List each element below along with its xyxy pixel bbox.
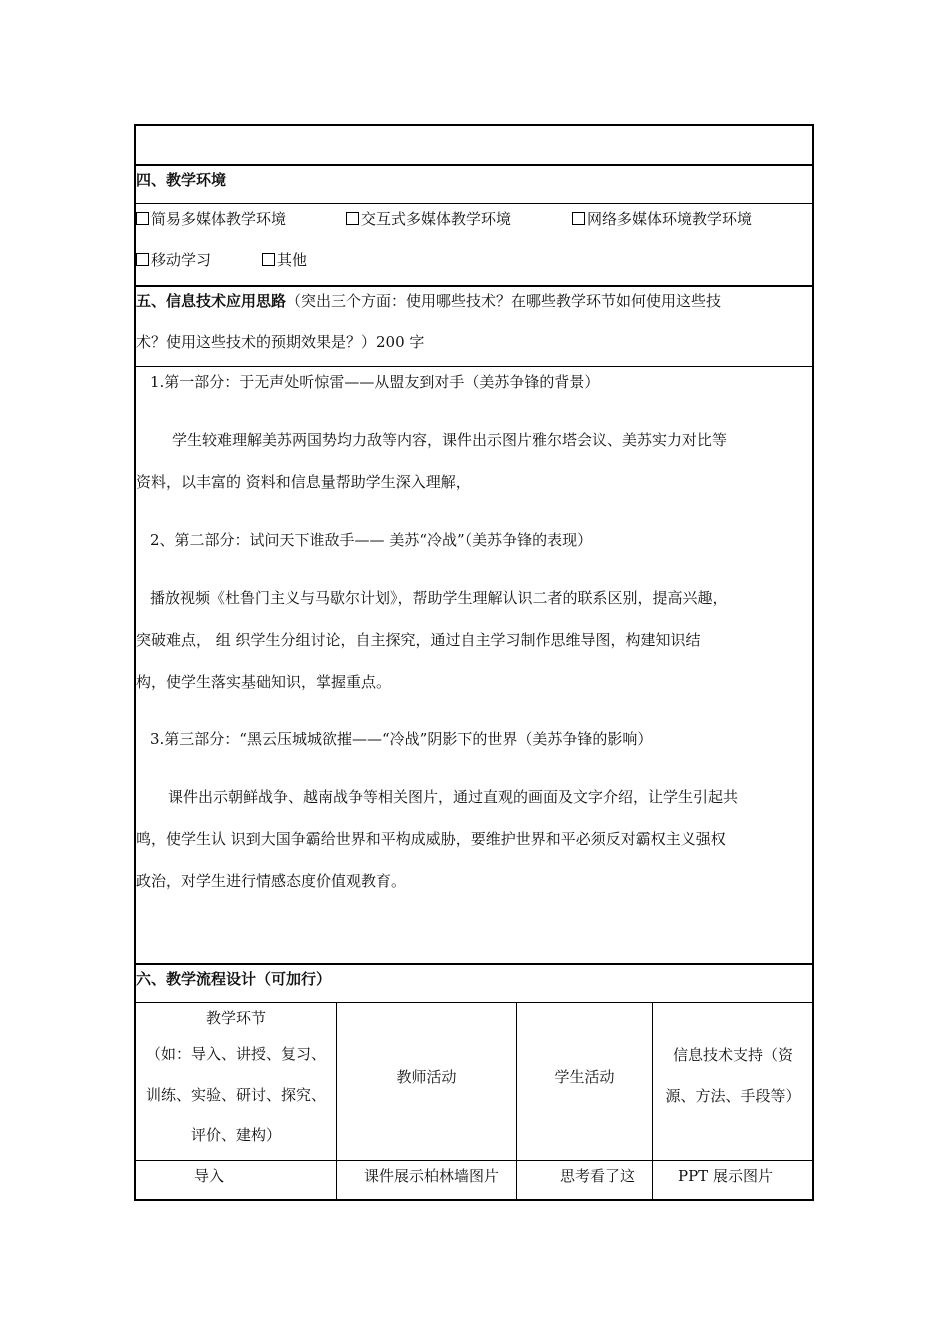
part2-text: 突破难点， 组 织学生分组讨论，自主探究，通过自主学习制作思维导图，构建知识结	[136, 631, 701, 649]
header-teacher-activity: 教师活动	[396, 1068, 457, 1086]
checkbox-icon[interactable]	[136, 212, 149, 225]
row-divider	[134, 1160, 814, 1161]
part2-heading: 2、第二部分：试问天下谁敌手—— 美苏“冷战”（美苏争锋的表现）	[150, 531, 593, 549]
part3-text: 鸣，使学生认 识到大国争霸给世界和平构成威胁，要维护世界和平必须反对霸权主义强权	[136, 830, 726, 848]
section6-title: 六、教学流程设计（可加行）	[136, 970, 332, 988]
header-teaching-stage-note: （如：导入、讲授、复习、	[145, 1045, 326, 1063]
part1-heading: 1.第一部分：于无声处听惊雷——从盟友到对手（美苏争锋的背景）	[150, 373, 600, 391]
part2-text: 播放视频《杜鲁门主义与马歇尔计划》，帮助学生理解认识二者的联系区别，提高兴趣，	[150, 589, 728, 607]
column-divider	[336, 1002, 337, 1200]
row-divider	[134, 963, 814, 965]
section5-title: 五、信息技术应用思路（突出三个方面：使用哪些技术？在哪些教学环节如何使用这些技	[136, 292, 722, 310]
header-teaching-stage-note: 评价、建构）	[190, 1126, 281, 1144]
header-it-support: 源、方法、手段等）	[665, 1087, 801, 1105]
header-teaching-stage: 教学环节	[205, 1009, 266, 1027]
part3-heading: 3.第三部分：“黑云压城城欲摧——“冷战”阴影下的世界（美苏争锋的影响）	[150, 730, 653, 748]
checkbox-icon[interactable]	[262, 253, 275, 266]
column-divider	[516, 1002, 517, 1200]
option-interactive-multimedia[interactable]: 交互式多媒体教学环境	[346, 209, 511, 229]
option-mobile-learning[interactable]: 移动学习	[136, 250, 211, 270]
table-cell: 思考看了这	[560, 1167, 636, 1185]
section5-title-line2: 术？使用这些技术的预期效果是？）200 字	[136, 333, 425, 351]
part1-text: 学生较难理解美苏两国势均力敌等内容，课件出示图片雅尔塔会议、美苏实力对比等	[172, 431, 728, 449]
part3-text: 政治，对学生进行情感态度价值观教育。	[136, 872, 407, 890]
header-teaching-stage-note: 训练、实验、研讨、探究、	[145, 1086, 326, 1104]
table-cell: 课件展示柏林墙图片	[364, 1167, 500, 1185]
option-other[interactable]: 其他	[262, 250, 307, 270]
row-divider	[134, 1002, 814, 1003]
checkbox-icon[interactable]	[136, 253, 149, 266]
row-divider	[134, 285, 814, 287]
row-divider	[134, 366, 814, 367]
option-network-multimedia[interactable]: 网络多媒体环境教学环境	[572, 209, 752, 229]
part3-text: 课件出示朝鲜战争、越南战争等相关图片，通过直观的画面及文字介绍，让学生引起共	[168, 788, 739, 806]
table-cell: 导入	[194, 1167, 225, 1185]
part2-text: 构，使学生落实基础知识，掌握重点。	[136, 673, 392, 691]
header-student-activity: 学生活动	[554, 1068, 615, 1086]
table-cell: PPT 展示图片	[678, 1167, 773, 1185]
checkbox-icon[interactable]	[572, 212, 585, 225]
header-it-support: 信息技术支持（资	[672, 1046, 793, 1064]
part1-text: 资料，以丰富的 资料和信息量帮助学生深入理解，	[136, 473, 471, 491]
option-simple-multimedia[interactable]: 简易多媒体教学环境	[136, 209, 286, 229]
row-divider	[134, 203, 814, 204]
row-divider	[134, 164, 814, 166]
section4-title: 四、教学环境	[136, 171, 227, 189]
checkbox-icon[interactable]	[346, 212, 359, 225]
